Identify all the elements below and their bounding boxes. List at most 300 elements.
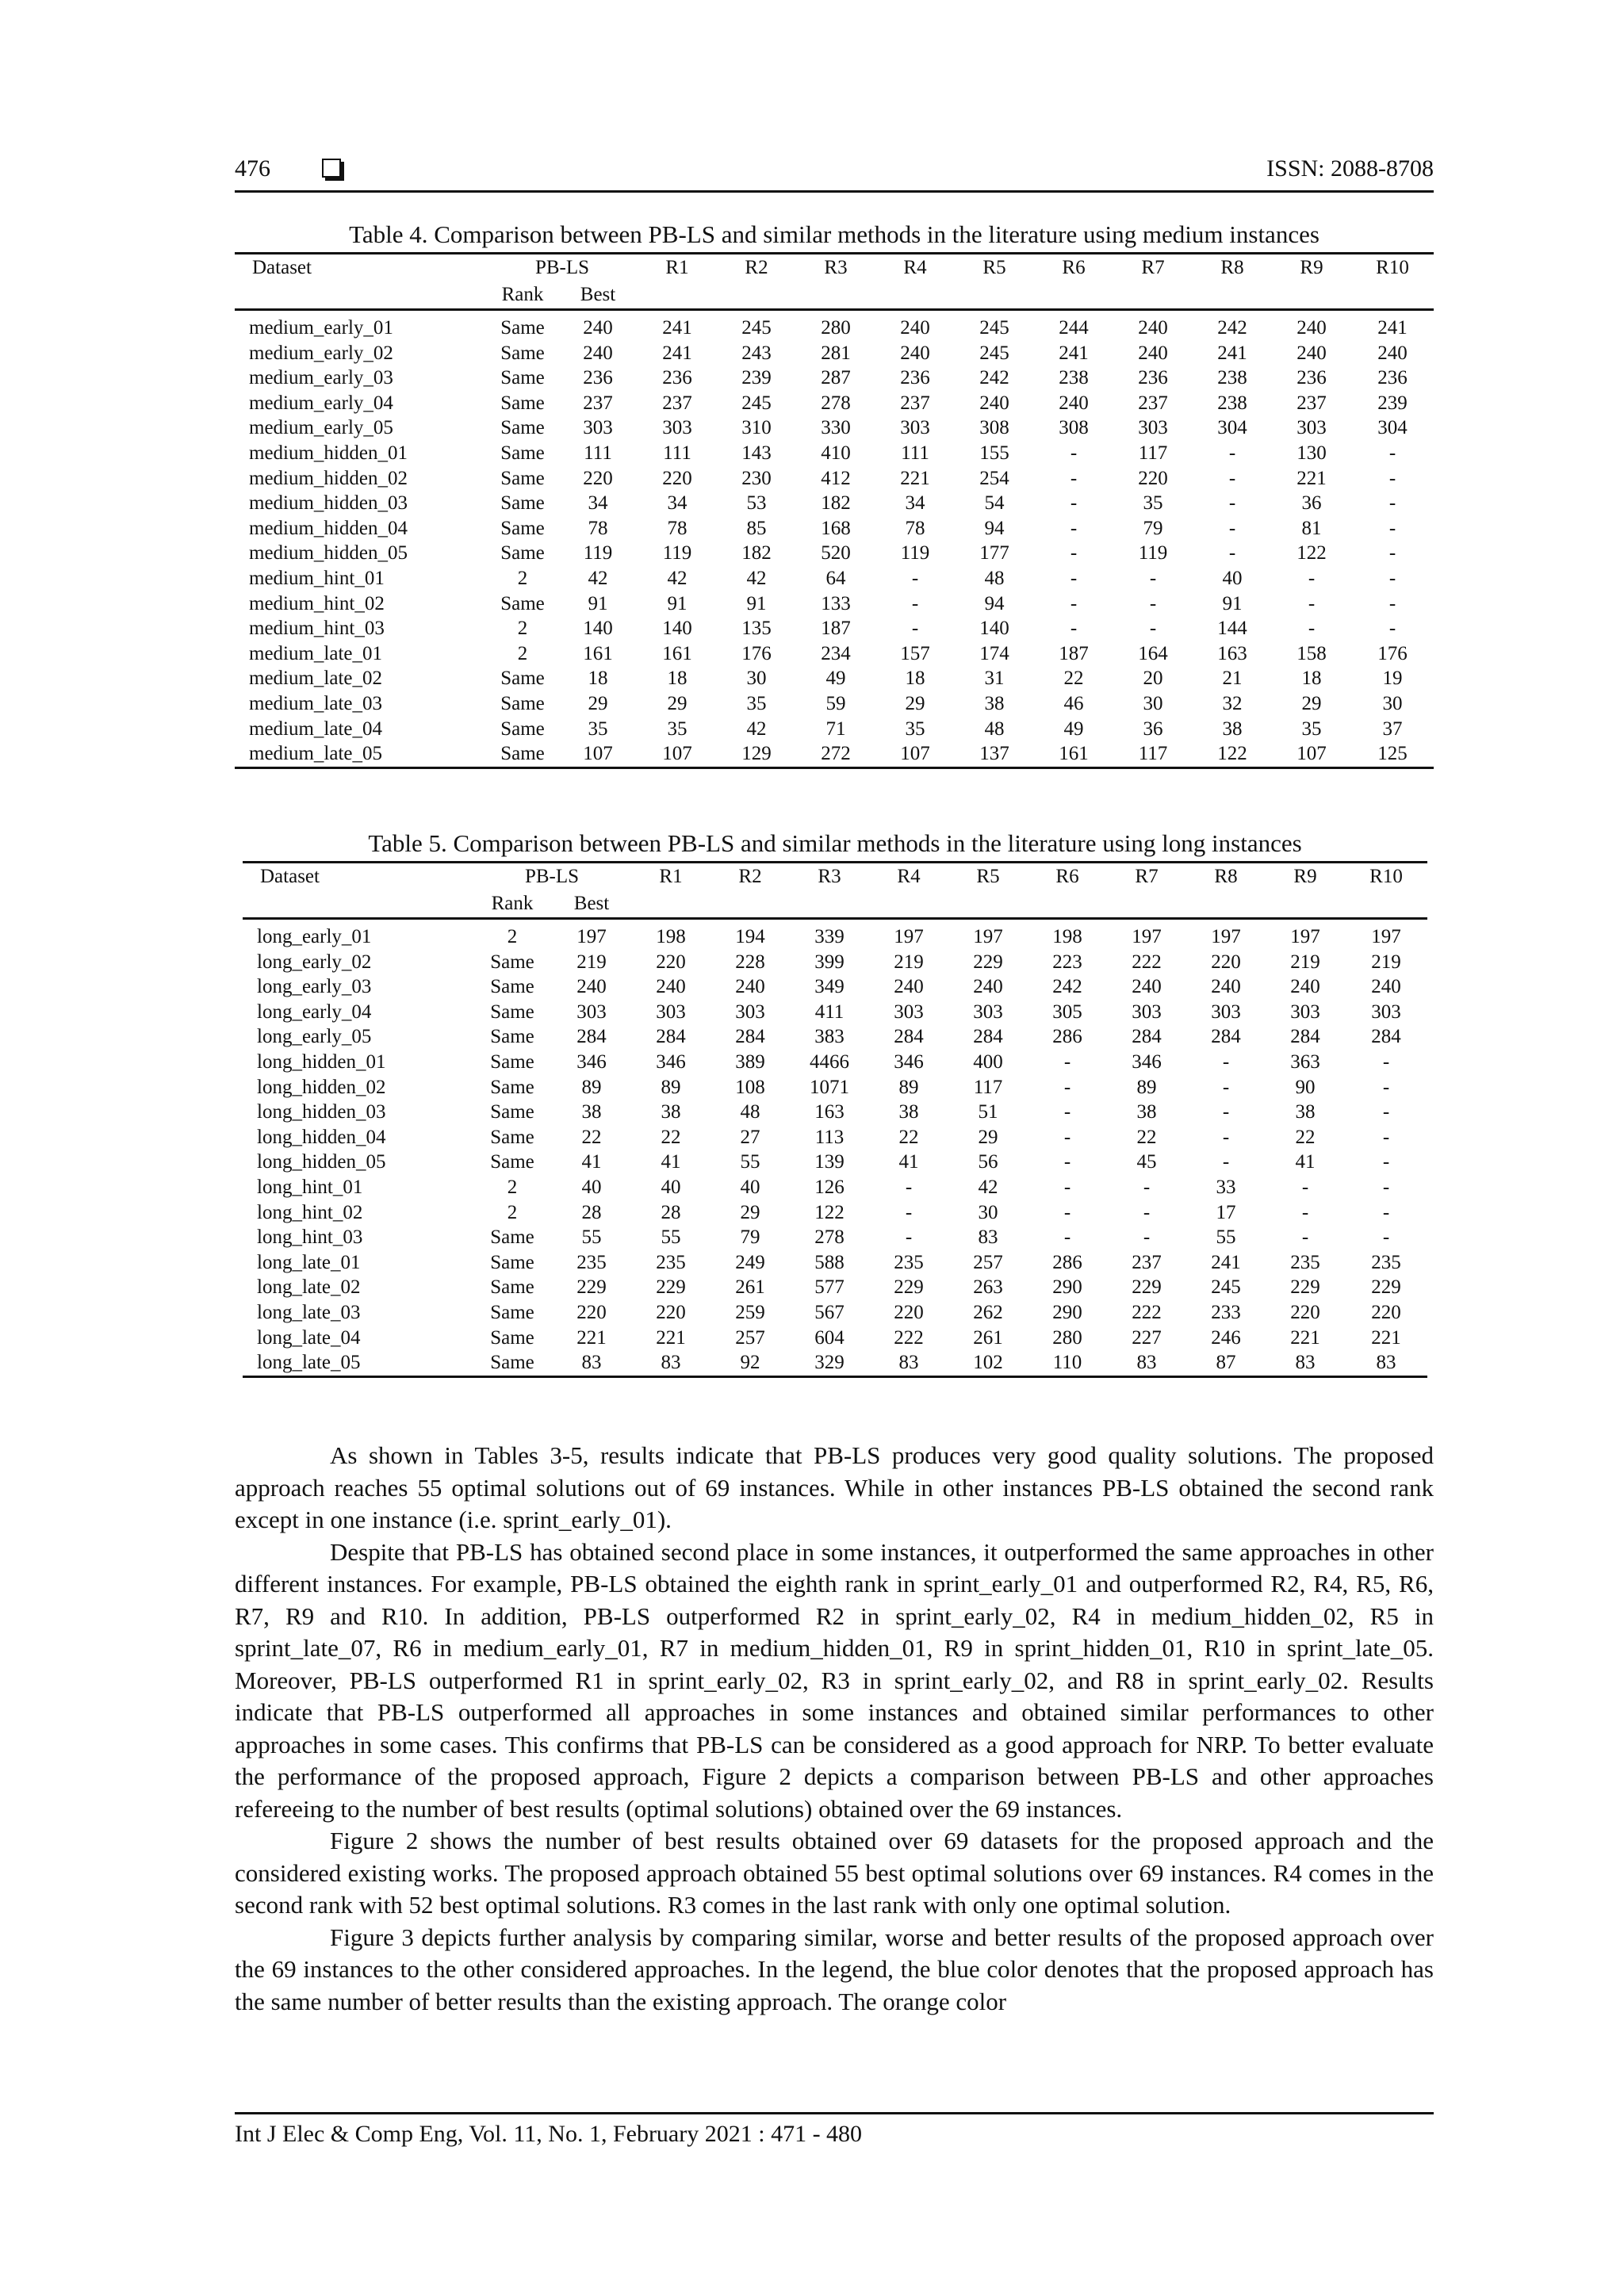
table-row bbox=[243, 1175, 1427, 1200]
value-cell: - bbox=[1070, 567, 1078, 589]
col-method: R8 bbox=[1193, 254, 1272, 282]
value-cell: 157 bbox=[900, 642, 930, 664]
value-cell: 238 bbox=[1059, 367, 1089, 389]
table-row bbox=[235, 310, 1434, 341]
value-cell: 40 bbox=[1222, 567, 1243, 589]
value-cell: 18 bbox=[667, 668, 688, 690]
value-cell: 261 bbox=[973, 1326, 1003, 1349]
dataset-cell: long_hint_02 bbox=[257, 1201, 363, 1223]
value-cell: 197 bbox=[1290, 926, 1320, 947]
value-cell: - bbox=[1070, 442, 1078, 464]
value-cell: 130 bbox=[1297, 442, 1327, 464]
value-cell: - bbox=[1063, 1201, 1071, 1223]
value-cell: 117 bbox=[1113, 741, 1193, 767]
value-cell: 78 bbox=[905, 517, 925, 539]
value-cell: 140 bbox=[583, 618, 613, 640]
value-cell: 29 bbox=[905, 692, 925, 714]
value-cell: 223 bbox=[1052, 951, 1082, 973]
value-cell: 197 bbox=[1132, 926, 1162, 947]
dataset-cell: medium_hidden_03 bbox=[249, 492, 408, 515]
value-cell: 303 bbox=[735, 1001, 765, 1023]
value-cell: 278 bbox=[821, 392, 851, 414]
value-cell: - bbox=[1143, 1226, 1151, 1249]
col-method: R7 bbox=[1113, 254, 1193, 282]
value-cell: 284 bbox=[1290, 1026, 1320, 1048]
col-method: R5 bbox=[955, 254, 1034, 282]
value-cell: - bbox=[1222, 1126, 1230, 1148]
value-cell: 30 bbox=[746, 668, 767, 690]
page-number: 476 bbox=[235, 155, 270, 182]
value-cell: 41 bbox=[1295, 1151, 1316, 1173]
rank-cell: 2 bbox=[517, 567, 528, 589]
value-cell: 163 bbox=[814, 1101, 845, 1123]
value-cell: 48 bbox=[984, 567, 1005, 589]
table-row bbox=[235, 641, 1434, 667]
value-cell: 163 bbox=[1217, 642, 1247, 664]
dataset-cell: medium_hint_02 bbox=[249, 592, 385, 614]
value-cell: 42 bbox=[667, 567, 688, 589]
dataset-cell: medium_early_04 bbox=[249, 392, 393, 414]
value-cell: 236 bbox=[1297, 367, 1327, 389]
value-cell: 239 bbox=[1377, 392, 1408, 414]
value-cell: 107 bbox=[638, 741, 717, 767]
value-cell: - bbox=[1149, 567, 1157, 589]
dataset-cell: medium_hint_03 bbox=[249, 618, 385, 640]
value-cell: 245 bbox=[979, 342, 1009, 364]
dataset-cell: medium_hidden_02 bbox=[249, 467, 408, 489]
value-cell: 308 bbox=[979, 417, 1009, 439]
value-cell: 303 bbox=[1211, 1001, 1241, 1023]
col-method: R10 bbox=[1351, 254, 1434, 282]
value-cell: 46 bbox=[1063, 692, 1084, 714]
value-cell: 254 bbox=[979, 467, 1009, 489]
value-cell: 78 bbox=[588, 517, 608, 539]
table-row bbox=[235, 415, 1434, 441]
value-cell: 284 bbox=[894, 1026, 924, 1048]
dataset-cell: medium_hidden_05 bbox=[249, 542, 408, 564]
value-cell: 35 bbox=[1143, 492, 1163, 515]
value-cell: 257 bbox=[735, 1326, 765, 1349]
value-cell: 197 bbox=[1211, 926, 1241, 947]
value-cell: 29 bbox=[1301, 692, 1322, 714]
value-cell: 240 bbox=[979, 392, 1009, 414]
body-text bbox=[235, 1440, 1434, 2018]
dataset-cell: long_late_02 bbox=[257, 1276, 361, 1299]
value-cell: 220 bbox=[1290, 1301, 1320, 1323]
value-cell: 240 bbox=[1211, 976, 1241, 998]
value-cell: 140 bbox=[662, 618, 692, 640]
value-cell: 284 bbox=[1132, 1026, 1162, 1048]
value-cell: 35 bbox=[667, 718, 688, 740]
value-cell: 220 bbox=[1371, 1301, 1401, 1323]
value-cell: - bbox=[1228, 517, 1236, 539]
rank-cell: Same bbox=[500, 467, 545, 489]
value-cell: 330 bbox=[821, 417, 851, 439]
value-cell: 119 bbox=[662, 542, 692, 564]
col-method: R1 bbox=[638, 254, 717, 282]
value-cell: 71 bbox=[825, 718, 846, 740]
value-cell: 221 bbox=[1290, 1326, 1320, 1349]
value-cell: 310 bbox=[741, 417, 772, 439]
value-cell: 412 bbox=[821, 467, 851, 489]
table-row bbox=[235, 516, 1434, 541]
value-cell: 604 bbox=[814, 1326, 845, 1349]
rank-cell: 2 bbox=[517, 618, 528, 640]
value-cell: - bbox=[1228, 442, 1236, 464]
value-cell: 303 bbox=[894, 1001, 924, 1023]
value-cell: 122 bbox=[1193, 741, 1272, 767]
value-cell: 242 bbox=[1217, 317, 1247, 339]
rank-cell: Same bbox=[490, 1101, 534, 1123]
value-cell: 284 bbox=[973, 1026, 1003, 1048]
value-cell: - bbox=[905, 1201, 913, 1223]
value-cell: 49 bbox=[825, 668, 846, 690]
value-cell: 83 bbox=[1266, 1350, 1345, 1376]
col-method: R10 bbox=[1345, 863, 1427, 891]
rank-cell: Same bbox=[500, 417, 545, 439]
dataset-cell: medium_late_04 bbox=[249, 718, 383, 740]
value-cell: 27 bbox=[740, 1126, 760, 1148]
rank-cell: Same bbox=[500, 718, 545, 740]
dataset-cell: long_late_03 bbox=[257, 1301, 361, 1323]
value-cell: 177 bbox=[979, 542, 1009, 564]
dataset-cell: medium_early_02 bbox=[249, 342, 393, 364]
dataset-cell: medium_late_03 bbox=[249, 692, 383, 714]
value-cell: 229 bbox=[1132, 1276, 1162, 1299]
value-cell: 198 bbox=[1052, 926, 1082, 947]
table4-caption: Table 4. Comparison between PB-LS and similar methods in the literature using medium instances bbox=[349, 220, 1320, 248]
value-cell: 245 bbox=[1211, 1276, 1241, 1299]
value-cell: 236 bbox=[1377, 367, 1408, 389]
table-row bbox=[243, 1075, 1427, 1100]
rank-cell: 2 bbox=[517, 642, 528, 664]
value-cell: 111 bbox=[663, 442, 691, 464]
value-cell: 119 bbox=[900, 542, 930, 564]
value-cell: 94 bbox=[984, 592, 1005, 614]
dataset-cell: medium_early_05 bbox=[249, 417, 393, 439]
value-cell: 28 bbox=[661, 1201, 681, 1223]
table-row bbox=[243, 1100, 1427, 1125]
value-cell: 237 bbox=[1132, 1251, 1162, 1273]
value-cell: 41 bbox=[581, 1151, 602, 1173]
value-cell: 194 bbox=[735, 926, 765, 947]
value-cell: 280 bbox=[1052, 1326, 1082, 1349]
value-cell: 89 bbox=[661, 1076, 681, 1098]
value-cell: 78 bbox=[667, 517, 688, 539]
value-cell: - bbox=[1382, 1050, 1390, 1073]
value-cell: 38 bbox=[898, 1101, 919, 1123]
value-cell: 588 bbox=[814, 1251, 845, 1273]
value-cell: 22 bbox=[1136, 1126, 1157, 1148]
value-cell: - bbox=[1308, 618, 1316, 640]
value-cell: 235 bbox=[894, 1251, 924, 1273]
value-cell: 220 bbox=[662, 467, 692, 489]
value-cell: 19 bbox=[1382, 668, 1403, 690]
value-cell: 36 bbox=[1301, 492, 1322, 515]
value-cell: 59 bbox=[825, 692, 846, 714]
value-cell: 22 bbox=[898, 1126, 919, 1148]
value-cell: 220 bbox=[583, 467, 613, 489]
value-cell: - bbox=[905, 1176, 913, 1198]
value-cell: 18 bbox=[588, 668, 608, 690]
value-cell: 92 bbox=[710, 1350, 790, 1376]
col-method: R9 bbox=[1266, 863, 1345, 891]
value-cell: 240 bbox=[900, 317, 930, 339]
value-cell: 290 bbox=[1052, 1301, 1082, 1323]
table4 bbox=[235, 252, 1434, 769]
table-row bbox=[235, 591, 1434, 617]
table-row bbox=[243, 1275, 1427, 1300]
table5-caption: Table 5. Comparison between PB-LS and similar methods in the literature using long instances bbox=[368, 829, 1302, 857]
paragraph: Figure 3 depicts further analysis by comparing similar, worse and better results of the proposed approach over the 69 instances to the other considered approaches. In the legend, the blue color denotes that the proposed approach has the same number of better results than the existing approach. The orange color bbox=[235, 1923, 1434, 2015]
value-cell: 389 bbox=[735, 1050, 765, 1073]
value-cell: 53 bbox=[746, 492, 767, 515]
rank-cell: Same bbox=[490, 1226, 534, 1249]
value-cell: 411 bbox=[814, 1001, 845, 1023]
value-cell: 240 bbox=[894, 976, 924, 998]
value-cell: 64 bbox=[825, 567, 846, 589]
dataset-cell: long_early_01 bbox=[257, 926, 372, 947]
value-cell: 229 bbox=[576, 1276, 607, 1299]
page-header bbox=[235, 155, 1434, 193]
value-cell: 243 bbox=[741, 342, 772, 364]
col-rank: Rank bbox=[487, 281, 558, 310]
value-cell: - bbox=[1222, 1050, 1230, 1073]
table-row bbox=[243, 1300, 1427, 1326]
value-cell: 410 bbox=[821, 442, 851, 464]
value-cell: 567 bbox=[814, 1301, 845, 1323]
value-cell: 107 bbox=[1272, 741, 1351, 767]
table5 bbox=[243, 861, 1427, 1378]
value-cell: 135 bbox=[741, 618, 772, 640]
value-cell: 261 bbox=[735, 1276, 765, 1299]
value-cell: 113 bbox=[814, 1126, 845, 1148]
value-cell: 240 bbox=[1377, 342, 1408, 364]
value-cell: 339 bbox=[814, 926, 845, 947]
rank-cell: Same bbox=[500, 592, 545, 614]
value-cell: 36 bbox=[1143, 718, 1163, 740]
issn: ISSN: 2088-8708 bbox=[1266, 155, 1434, 182]
table-row bbox=[235, 491, 1434, 516]
value-cell: - bbox=[1063, 1226, 1071, 1249]
value-cell: - bbox=[1222, 1151, 1230, 1173]
rank-cell: Same bbox=[500, 668, 545, 690]
value-cell: 117 bbox=[1138, 442, 1168, 464]
value-cell: 30 bbox=[978, 1201, 998, 1223]
value-cell: - bbox=[1222, 1101, 1230, 1123]
value-cell: 174 bbox=[979, 642, 1009, 664]
value-cell: - bbox=[1382, 1101, 1390, 1123]
value-cell: 34 bbox=[588, 492, 608, 515]
table-row bbox=[243, 1250, 1427, 1276]
rank-cell: Same bbox=[490, 1151, 534, 1173]
value-cell: - bbox=[1382, 1126, 1390, 1148]
value-cell: 22 bbox=[581, 1126, 602, 1148]
value-cell: 239 bbox=[741, 367, 772, 389]
value-cell: 236 bbox=[583, 367, 613, 389]
dataset-cell: medium_hint_01 bbox=[249, 567, 385, 589]
value-cell: 303 bbox=[1371, 1001, 1401, 1023]
value-cell: 89 bbox=[898, 1076, 919, 1098]
rank-cell: Same bbox=[490, 1026, 534, 1048]
col-best: Best bbox=[558, 281, 638, 310]
value-cell: 143 bbox=[741, 442, 772, 464]
value-cell: 303 bbox=[1138, 417, 1168, 439]
value-cell: 233 bbox=[1211, 1301, 1241, 1323]
value-cell: 230 bbox=[741, 467, 772, 489]
table-row bbox=[243, 950, 1427, 975]
value-cell: 91 bbox=[588, 592, 608, 614]
value-cell: 286 bbox=[1052, 1251, 1082, 1273]
rank-cell: Same bbox=[500, 517, 545, 539]
value-cell: 176 bbox=[741, 642, 772, 664]
col-method: R3 bbox=[790, 863, 869, 891]
value-cell: 257 bbox=[973, 1251, 1003, 1273]
table-row bbox=[235, 365, 1434, 391]
value-cell: 87 bbox=[1186, 1350, 1266, 1376]
value-cell: 219 bbox=[1290, 951, 1320, 973]
dataset-cell: long_hidden_03 bbox=[257, 1101, 386, 1123]
value-cell: 263 bbox=[973, 1276, 1003, 1299]
value-cell: 234 bbox=[821, 642, 851, 664]
value-cell: 40 bbox=[661, 1176, 681, 1198]
table-row bbox=[235, 466, 1434, 492]
value-cell: 229 bbox=[894, 1276, 924, 1299]
value-cell: 117 bbox=[973, 1076, 1003, 1098]
col-method: R3 bbox=[796, 254, 875, 282]
value-cell: 227 bbox=[1132, 1326, 1162, 1349]
value-cell: 237 bbox=[662, 392, 692, 414]
dataset-cell: medium_early_03 bbox=[249, 367, 393, 389]
value-cell: 220 bbox=[1138, 467, 1168, 489]
value-cell: 240 bbox=[583, 342, 613, 364]
table-row bbox=[235, 666, 1434, 691]
value-cell: - bbox=[1382, 1176, 1390, 1198]
value-cell: 137 bbox=[955, 741, 1034, 767]
value-cell: 83 bbox=[1107, 1350, 1186, 1376]
value-cell: 56 bbox=[978, 1151, 998, 1173]
value-cell: 119 bbox=[583, 542, 613, 564]
value-cell: 219 bbox=[894, 951, 924, 973]
value-cell: 42 bbox=[588, 567, 608, 589]
value-cell: 161 bbox=[662, 642, 692, 664]
rank-cell: 2 bbox=[507, 1201, 518, 1223]
table-row bbox=[235, 691, 1434, 717]
value-cell: 198 bbox=[656, 926, 686, 947]
value-cell: 221 bbox=[900, 467, 930, 489]
col-method: R2 bbox=[710, 863, 790, 891]
value-cell: 122 bbox=[814, 1201, 845, 1223]
rank-cell: Same bbox=[500, 542, 545, 564]
value-cell: 51 bbox=[978, 1101, 998, 1123]
value-cell: 155 bbox=[979, 442, 1009, 464]
value-cell: 222 bbox=[894, 1326, 924, 1349]
rank-cell: Same bbox=[500, 367, 545, 389]
rank-cell: Same bbox=[490, 1326, 534, 1349]
value-cell: 85 bbox=[746, 517, 767, 539]
value-cell: - bbox=[1063, 1050, 1071, 1073]
dataset-cell: long_hidden_05 bbox=[257, 1151, 386, 1173]
value-cell: 284 bbox=[1371, 1026, 1401, 1048]
value-cell: 240 bbox=[576, 976, 607, 998]
value-cell: 235 bbox=[576, 1251, 607, 1273]
col-method: R9 bbox=[1272, 254, 1351, 282]
value-cell: 236 bbox=[900, 367, 930, 389]
value-cell: - bbox=[905, 1226, 913, 1249]
value-cell: - bbox=[1070, 618, 1078, 640]
value-cell: 400 bbox=[973, 1050, 1003, 1073]
value-cell: 20 bbox=[1143, 668, 1163, 690]
rank-cell: Same bbox=[490, 1076, 534, 1098]
value-cell: - bbox=[1070, 467, 1078, 489]
dataset-cell: long_early_05 bbox=[257, 1026, 372, 1048]
value-cell: - bbox=[1228, 542, 1236, 564]
value-cell: 346 bbox=[894, 1050, 924, 1073]
col-pbls: PB-LS bbox=[487, 254, 638, 282]
value-cell: 22 bbox=[1063, 668, 1084, 690]
value-cell: 284 bbox=[1211, 1026, 1241, 1048]
table-row bbox=[243, 1125, 1427, 1150]
value-cell: 241 bbox=[1217, 342, 1247, 364]
value-cell: 91 bbox=[667, 592, 688, 614]
table-row bbox=[235, 341, 1434, 366]
value-cell: 240 bbox=[1138, 317, 1168, 339]
value-cell: 42 bbox=[746, 567, 767, 589]
value-cell: 240 bbox=[656, 976, 686, 998]
col-method: R2 bbox=[717, 254, 796, 282]
journal-citation: Int J Elec & Comp Eng, Vol. 11, No. 1, February 2021 : 471 - 480 bbox=[235, 2121, 863, 2147]
square-icon bbox=[322, 159, 341, 178]
value-cell: 241 bbox=[662, 342, 692, 364]
rank-cell: Same bbox=[500, 392, 545, 414]
rank-cell: Same bbox=[490, 1301, 534, 1323]
value-cell: 304 bbox=[1377, 417, 1408, 439]
table-row bbox=[235, 741, 1434, 767]
value-cell: - bbox=[1070, 542, 1078, 564]
value-cell: 303 bbox=[583, 417, 613, 439]
col-method: R6 bbox=[1034, 254, 1113, 282]
value-cell: 29 bbox=[588, 692, 608, 714]
value-cell: 241 bbox=[1059, 342, 1089, 364]
value-cell: 119 bbox=[1138, 542, 1168, 564]
table-row bbox=[243, 919, 1427, 950]
value-cell: 35 bbox=[1301, 718, 1322, 740]
value-cell: 383 bbox=[814, 1026, 845, 1048]
table-row bbox=[243, 1200, 1427, 1226]
value-cell: 49 bbox=[1063, 718, 1084, 740]
value-cell: 303 bbox=[973, 1001, 1003, 1023]
table-row bbox=[235, 441, 1434, 466]
value-cell: 168 bbox=[821, 517, 851, 539]
value-cell: 164 bbox=[1138, 642, 1168, 664]
value-cell: 229 bbox=[1290, 1276, 1320, 1299]
value-cell: 229 bbox=[1371, 1276, 1401, 1299]
value-cell: 262 bbox=[973, 1301, 1003, 1323]
value-cell: 40 bbox=[740, 1176, 760, 1198]
value-cell: 31 bbox=[984, 668, 1005, 690]
value-cell: 363 bbox=[1290, 1050, 1320, 1073]
value-cell: 40 bbox=[581, 1176, 602, 1198]
value-cell: 236 bbox=[1138, 367, 1168, 389]
value-cell: 83 bbox=[631, 1350, 710, 1376]
value-cell: 272 bbox=[796, 741, 875, 767]
value-cell: - bbox=[911, 618, 919, 640]
value-cell: 158 bbox=[1297, 642, 1327, 664]
value-cell: 102 bbox=[948, 1350, 1028, 1376]
value-cell: - bbox=[1070, 517, 1078, 539]
value-cell: 35 bbox=[746, 692, 767, 714]
value-cell: 133 bbox=[821, 592, 851, 614]
